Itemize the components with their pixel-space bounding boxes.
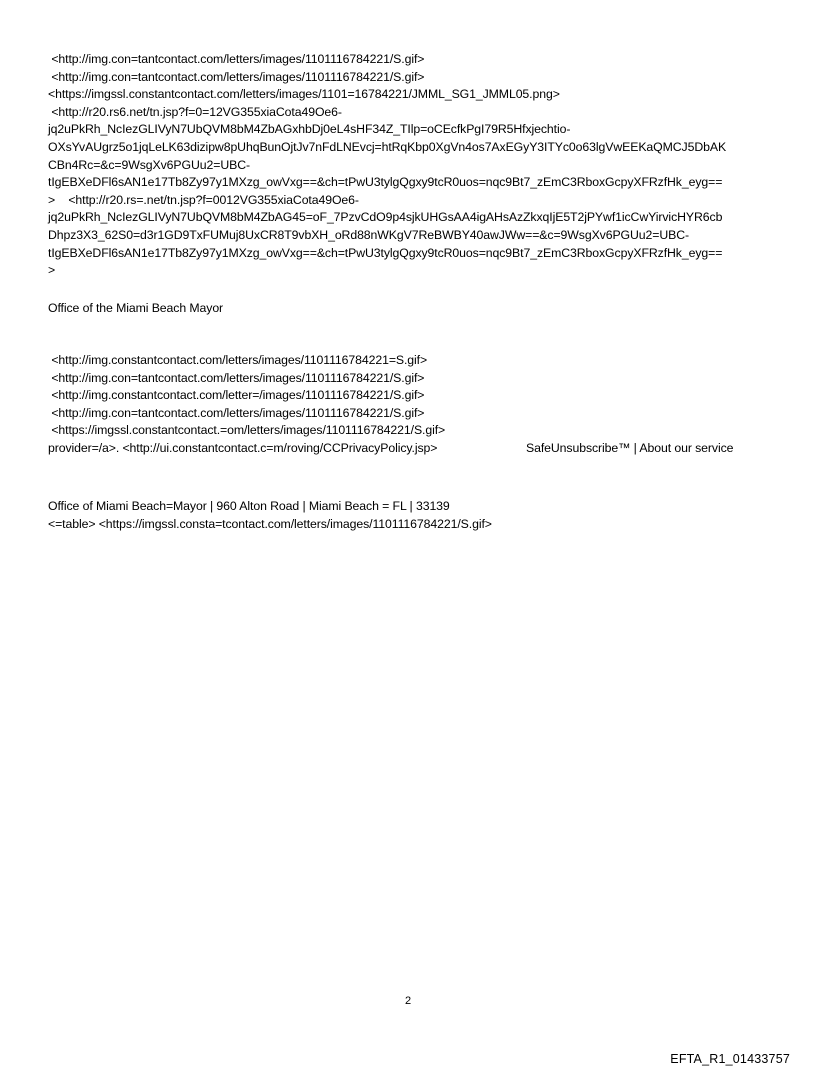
- text-line: jq2uPkRh_NcIezGLIVyN7UbQVM8bM4ZbAGxhbDj0eL4sHF34Z_TIlp=oCEcfkPgI79R5Hfxjechtio-: [48, 122, 571, 137]
- text-line: <http://img.con=tantcontact.com/letters/images/1101116784221/S.gif>: [48, 405, 425, 420]
- text-line: CBn4Rc=&c=9WsgXv6PGUu2=UBC-: [48, 157, 250, 172]
- text-line: <http://img.con=tantcontact.com/letters/images/1101116784221/S.gif>: [48, 52, 425, 66]
- office-name-text: Office of the Miami Beach Mayor: [48, 301, 224, 315]
- footer-block: [48, 498, 778, 533]
- text-line: <https://imgssl.constantcontact.com/letters/images/1101=16784221/JMML_SG1_JMML05.png>: [48, 87, 560, 102]
- text-line: tIgEBXeDFl6sAN1e17Tb8Zy97y1MXzg_owVxg==&ch=tPwU3tylgQgxy9tcR0uos=nqc9Bt7_zEmC3RboxGcpyXFRzfHk_eyg==: [48, 245, 723, 260]
- text-line: Dhpz3X3_62S0=d3r1GD9TxFUMuj8UxCR8T9vbXH_oRd88nWKgV7ReBWBY40awJWw==&c=9WsgXv6PGUu2=UBC-: [48, 227, 690, 242]
- text-line: >: [48, 263, 56, 278]
- text-line: OXsYvAUgrz5o1jqLeLK63dizipw8pUhqBunOjtJv7nFdLNEvcj=htRqKbp0XgVn4os7AxEGyY3ITYc0o63lgVwEEKaQMCJ5DbAK: [48, 139, 727, 154]
- image-link-block: [48, 352, 778, 458]
- text-line: jq2uPkRh_NcIezGLIVyN7UbQVM8bM4ZbAG45=oF_7PzvCdO9p4sjkUHGsAA4igAHsAzZkxqIjE5T2jPYwf1icCwYirvicHYR6cb: [48, 210, 723, 225]
- privacy-policy-line: provider=/a>. <http://ui.constantcontact.c=m/roving/CCPrivacyPolicy.jsp>: [48, 440, 438, 455]
- text-line: <http://r20.rs6.net/tn.jsp?f=0=12VG355xiaCota49Oe6-: [48, 104, 342, 119]
- footer-address: Office of Miami Beach=Mayor | 960 Alton Road | Miami Beach = FL | 33139: [48, 499, 450, 513]
- text-line: <https://imgssl.constantcontact.=om/letters/images/1101116784221/S.gif>: [48, 423, 446, 438]
- safeunsubscribe-link[interactable]: SafeUnsubscribe™ | About our service: [526, 440, 734, 455]
- link-block: [48, 51, 778, 280]
- text-line: <http://img.constantcontact.com/letter=/images/1101116784221/S.gif>: [48, 388, 425, 403]
- text-line: <http://img.constantcontact.com/letters/images/1101116784221=S.gif>: [48, 353, 428, 367]
- document-id: EFTA_R1_01433757: [670, 1052, 790, 1066]
- office-name-heading: [48, 300, 778, 318]
- footer-table-line: <=table> <https://imgssl.consta=tcontact.com/letters/images/1101116784221/S.gif>: [48, 516, 492, 531]
- text-line: > <http://r20.rs=.net/tn.jsp?f=0012VG355xiaCota49Oe6-: [48, 192, 359, 207]
- text-line: tIgEBXeDFl6sAN1e17Tb8Zy97y1MXzg_owVxg==&ch=tPwU3tylgQgxy9tcR0uos=nqc9Bt7_zEmC3RboxGcpyXFRzfHk_eyg==: [48, 175, 723, 190]
- text-line: <http://img.con=tantcontact.com/letters/images/1101116784221/S.gif>: [48, 69, 425, 84]
- text-line: <http://img.con=tantcontact.com/letters/images/1101116784221/S.gif>: [48, 370, 425, 385]
- page-number: 2: [404, 995, 412, 1007]
